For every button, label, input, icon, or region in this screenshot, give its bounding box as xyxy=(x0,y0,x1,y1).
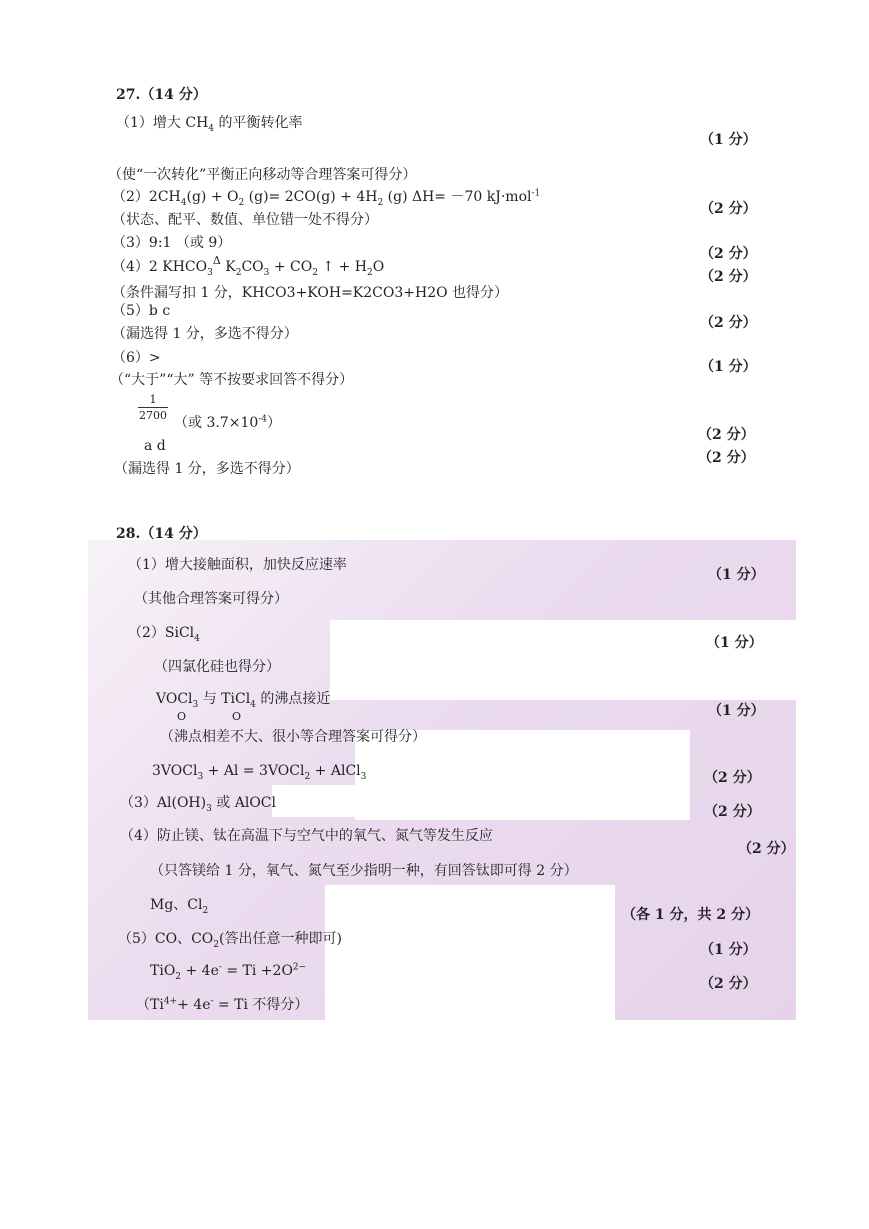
q27-part4-equation: （4）2 $KHCO_3^\Delta$ $K_2CO_3 + CO_2$ ↑ + $H_2O$ xyxy=(112,254,385,278)
q28-part5b-score: （2 分） xyxy=(700,976,757,992)
q27-part1-score: （1 分） xyxy=(700,132,757,148)
q28-part5c: （$Ti^{4+}+ 4e^- = Ti$ 不得分） xyxy=(136,996,309,1013)
q27-fraction-alt: （或 $3.7\times 10^{-4}$） xyxy=(174,414,282,431)
q28-part4b: Mg、$Cl_2$ xyxy=(150,897,209,916)
q27-part4-score: （2 分） xyxy=(700,269,757,285)
q27-part2-score: （2 分） xyxy=(700,201,757,217)
fraction-bar xyxy=(138,407,168,408)
redaction-patch xyxy=(330,620,800,700)
q27-part3-score: （2 分） xyxy=(700,246,757,262)
q28-part2: （2）SiCl$_4$ xyxy=(128,625,200,644)
q27-part1-note: （使“一次转化”平衡正向移动等合理答案可得分） xyxy=(108,167,417,183)
q27-part4-note: （条件漏写扣 1 分，KHCO3+KOH=K2CO3+H2O 也得分） xyxy=(112,285,509,301)
fraction-numerator: 1 xyxy=(149,393,157,406)
q28-emphasis-mark: O xyxy=(177,710,187,723)
q27-answer-ad-note: （漏选得 1 分，多选不得分） xyxy=(114,461,300,477)
q28-part5: （5）CO、$CO_2$(答出任意一种即可) xyxy=(118,931,342,950)
q28-part3-score: （2 分） xyxy=(704,804,761,820)
q27-part5-score: （2 分） xyxy=(700,315,757,331)
q27-part2-equation: $(2)2CH_4(g) + O_2$ $(g)= 2CO(g) + 4H_2$ (g) ΔH= －70 kJ·mol$^{-1}$ xyxy=(112,188,541,208)
q28-part1-score: （1 分） xyxy=(708,567,765,583)
q28-part1: （1）增大接触面积，加快反应速率 xyxy=(128,557,347,573)
q28-equation-score: （2 分） xyxy=(704,770,761,786)
q28-part2b: VOCl$_3$ 与 TiCl$_4$ 的沸点接近 xyxy=(156,691,331,710)
q28-part5b: $TiO_2 + 4e^- = Ti +2O^{2-}$ xyxy=(150,962,307,982)
q28-part2-note: （四氯化硅也得分） xyxy=(154,659,280,675)
q28-part5-score: （1 分） xyxy=(700,942,757,958)
q28-part2b-score: （1 分） xyxy=(708,703,765,719)
q28-part4: （4）防止镁、钛在高温下与空气中的氧气、氮气等发生反应 xyxy=(120,828,493,844)
q27-answer-ad-score: （2 分） xyxy=(698,450,755,466)
q28-part4-note: （只答镁给 1 分，氧气、氮气至少指明一种，有回答钛即可得 2 分） xyxy=(150,863,578,879)
q28-header: 28.（14 分） xyxy=(116,526,207,542)
q27-part6-score: （1 分） xyxy=(700,359,757,375)
q27-part6-note: （“大于”“大” 等不按要求回答不得分） xyxy=(110,372,354,388)
q28-part2b-note: （沸点相差不大、很小等合理答案可得分） xyxy=(160,729,426,745)
q28-equation: 3VOCl$_3$ + Al = 3VOCl$_2$ + AlCl$_3$ xyxy=(152,763,367,782)
q27-part3: （3）9:1 （或 9） xyxy=(112,235,232,251)
q28-part2-score: （1 分） xyxy=(706,635,763,651)
q28-part4-score: （2 分） xyxy=(738,841,795,857)
q27-part5-note: （漏选得 1 分，多选不得分） xyxy=(112,326,298,342)
q27-part1: （1）增大 $CH_4$ 的平衡转化率 xyxy=(116,115,303,134)
q27-fraction xyxy=(138,393,168,422)
q27-answer-ad: a d xyxy=(144,438,166,454)
q27-part5: （5）b c xyxy=(112,303,171,319)
q28-emphasis-mark: O xyxy=(232,710,242,723)
q27-fraction-score: （2 分） xyxy=(698,427,755,443)
redaction-patch xyxy=(325,885,615,1025)
q27-header: 27.（14 分） xyxy=(116,87,207,103)
redaction-patch xyxy=(272,785,432,817)
q27-part2-note: （状态、配平、数值、单位错一处不得分） xyxy=(112,212,378,228)
q27-part6: （6）> xyxy=(112,350,161,366)
q28-part4b-score: （各 1 分，共 2 分） xyxy=(622,907,759,923)
q28-part3: $(3)Al(OH)_3$ 或 AlOCl xyxy=(120,795,276,814)
q28-part1-note: （其他合理答案可得分） xyxy=(134,591,288,607)
fraction-denominator: 2700 xyxy=(139,409,167,422)
